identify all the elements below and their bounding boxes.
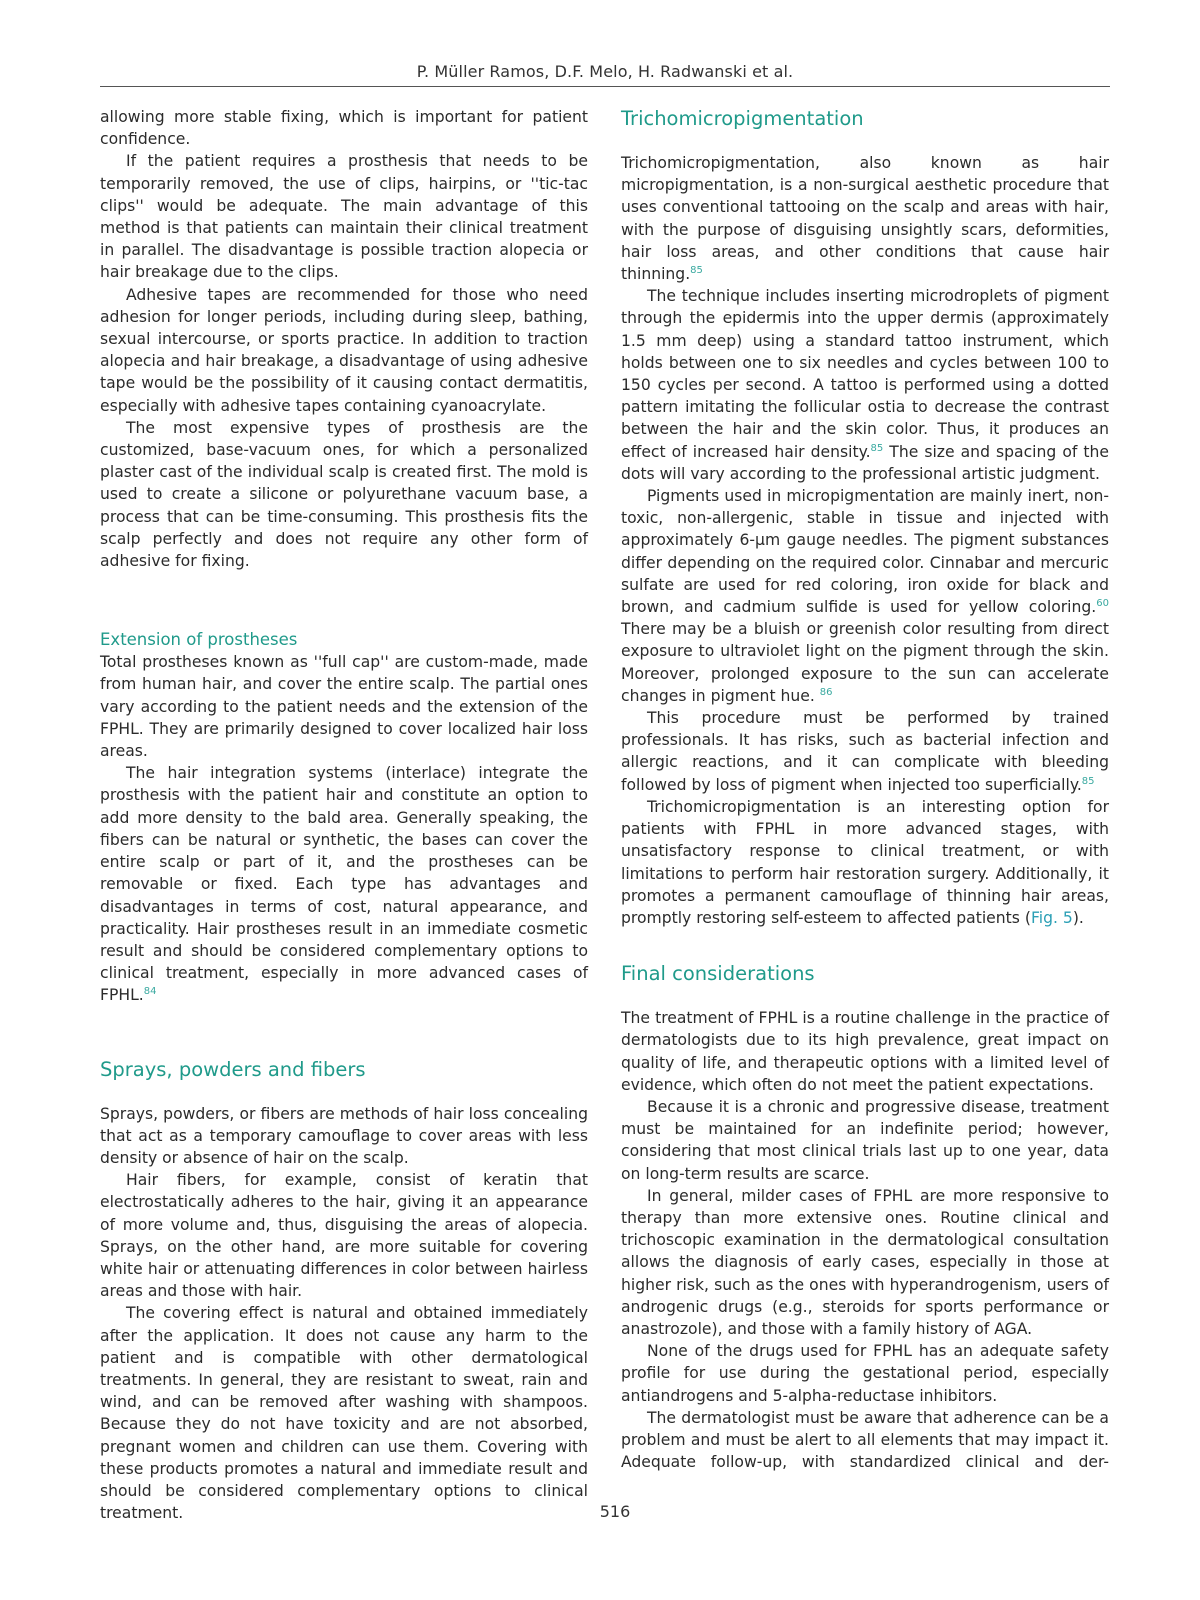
paragraph — [621, 152, 1109, 285]
paragraph — [621, 485, 1109, 707]
paragraph-text: The size and spacing of the dots will vary according to the professional artistic judgment. — [621, 442, 1109, 483]
paragraph: Hair fibers, for example, consist of keratin that electrostatically adheres to the hair, giving it an appearance of more volume and, thus, disguising the areas of alopecia. Sprays, on the other hand, are more suitable for covering white hair or attenuating differences in color between hairless areas and those with hair. — [100, 1171, 588, 1301]
page-number: 516 — [599, 1502, 631, 1521]
section-heading-sprays-powders-fibers: Sprays, powders and fibers — [100, 1057, 366, 1081]
citation-ref[interactable]: 84 — [143, 986, 157, 998]
paragraph-text: ). — [1072, 908, 1084, 927]
paragraph: None of the drugs used for FPHL has an adequate safety profile for use during the gestational period, especially antiandrogens and 5-alpha-reductase inhibitors. — [621, 1342, 1109, 1405]
section-heading-extension-of-prostheses: Extension of prostheses — [100, 630, 298, 650]
citation-ref[interactable]: 60 — [1096, 598, 1109, 610]
figure-link[interactable]: Fig. 5 — [1030, 908, 1073, 927]
paragraph-text: This procedure must be performed by trained professionals. It has risks, such as bacterial infection and allergic reactions, and it can complicate with bleeding followed by loss of pigment when injected too superficially. — [621, 709, 1109, 794]
paragraph — [621, 707, 1109, 796]
citation-ref[interactable]: 85 — [870, 442, 884, 454]
paragraph-text: The hair integration systems (interlace) integrate the prosthesis with the patient hair and constitute an option to add more density to the bald area. Generally speaking, the fibers can be natural or synthetic, the bases can cover the entire scalp or part of it, and the prostheses can be removable or fixed. Each type has advantages and disadvantages in terms of cost, natural appearance, and practicality. Hair prostheses result in an immediate cosmetic result and should be considered complementary options to clinical treatment, especially in more advanced cases of FPHL. — [100, 764, 588, 1005]
header-rule — [100, 86, 1110, 87]
section-heading-trichomicropigmentation: Trichomicropigmentation — [621, 107, 864, 130]
paragraph — [100, 762, 588, 1006]
citation-ref[interactable]: 86 — [819, 686, 833, 698]
paragraph: If the patient requires a prosthesis that needs to be temporarily removed, the use of clips, hairpins, or ''tic-tac clips'' would be adequate. The main advantage of this method is that patients can maintain their clinical treatment in parallel. The disadvantage is possible traction alopecia or hair breakage due to the clips. — [100, 152, 588, 282]
right-column — [621, 106, 1109, 1473]
paragraph — [621, 285, 1109, 485]
paragraph: The dermatologist must be aware that adherence can be a problem and must be alert to all elements that may impact it. Adequate follow-up, with standardized clinical and der- — [621, 1408, 1109, 1472]
left-column — [100, 106, 588, 1524]
paragraph: The treatment of FPHL is a routine challenge in the practice of dermatologists due to its high prevalence, great impact on quality of life, and therapeutic options with a limited level of evidence, which often do not meet the patient expectations. — [621, 1009, 1109, 1094]
paragraph: Adhesive tapes are recommended for those who need adhesion for longer periods, including during sleep, bathing, sexual intercourse, or sports practice. In addition to traction alopecia and hair breakage, a disadvantage of using adhesive tape would be the possibility of it causing contact dermatitis, especially with adhesive tapes containing cyanoacrylate. — [100, 285, 588, 415]
paragraph: The most expensive types of prosthesis are the customized, base-vacuum ones, for which a personalized plaster cast of the individual scalp is created first. The mold is used to create a silicone or polyurethane vacuum base, a process that can be time-consuming. This prosthesis fits the scalp perfectly and does not require any other form of adhesive for fixing. — [100, 418, 588, 571]
paragraph-text: Pigments used in micropigmentation are mainly inert, non-toxic, non-allergenic, stable in tissue and injected with approximately 6-µm gauge needles. The pigment substances differ depending on the required color. Cinnabar and mercuric sulfate are used for red coloring, iron oxide for black and brown, and cadmium sulfide is used for yellow coloring. — [621, 487, 1109, 617]
paragraph-text: Trichomicropigmentation, also known as hair micropigmentation, is a non-surgical aesthetic procedure that uses conventional tattooing on the scalp and areas with hair, with the purpose of disguising unsightly scars, deformities, hair loss areas, and other conditions that cause hair thinning. — [621, 154, 1109, 284]
citation-ref[interactable]: 85 — [1081, 775, 1095, 787]
paragraph-text: The technique includes inserting microdroplets of pigment through the epidermis into the upper dermis (approximately 1.5 mm deep) using a standard tattoo instrument, which holds between one to six needles and cycles between 100 to 150 cycles per second. A tattoo is performed using a dotted pattern imitating the follicular ostia to decrease the contrast between the hair and the skin color. Thus, it produces an effect of increased hair density. — [621, 287, 1109, 461]
section-heading-final-considerations: Final considerations — [621, 962, 815, 986]
paragraph — [621, 796, 1109, 929]
paragraph: The covering effect is natural and obtained immediately after the application. It does not cause any harm to the patient and is compatible with other dermatological treatments. In general, they are resistant to sweat, rain and wind, and can be removed after washing with shampoos. Because they do not have toxicity and are not absorbed, pregnant women and children can use them. Covering with these products promotes a natural and immediate result and should be considered complementary options to clinical treatment. — [100, 1304, 588, 1523]
paragraph: Sprays, powders, or fibers are methods of hair loss concealing that act as a temporary camouflage to cover areas with less density or absence of hair on the scalp. — [100, 1104, 588, 1167]
paragraph: In general, milder cases of FPHL are more responsive to therapy than more extensive ones. Routine clinical and trichoscopic examination in the dermatological consultation allows the diagnosis of early cases, especially in those at higher risk, such as the ones with hyperandrogenism, users of androgenic drugs (e.g., steroids for sports performance or anastrozole), and those with a family history of AGA. — [621, 1186, 1109, 1338]
paragraph-text: There may be a bluish or greenish color resulting from direct exposure to ultraviolet light on the pigment through the skin. Moreover, prolonged exposure to the sun can accelerate changes in pigment hue. — [621, 620, 1109, 705]
citation-ref[interactable]: 85 — [690, 265, 703, 277]
paragraph: Total prostheses known as ''full cap'' are custom-made, made from human hair, and cover the entire scalp. The partial ones vary according to the patient needs and the extension of the FPHL. They are primarily designed to cover localized hair loss areas. — [100, 653, 588, 761]
paragraph: allowing more stable fixing, which is important for patient confidence. — [100, 108, 588, 149]
paragraph: Because it is a chronic and progressive disease, treatment must be maintained for an indefinite period; however, considering that most clinical trials last up to one year, data on long-term results are scarce. — [621, 1097, 1109, 1183]
running-head-authors: P. Müller Ramos, D.F. Melo, H. Radwanski et al. — [416, 62, 794, 81]
paragraph-text: Trichomicropigmentation is an interesting option for patients with FPHL in more advanced stages, with unsatisfactory response to clinical treatment, or with limitations to perform hair restoration surgery. Additionally, it promotes a permanent camouflage of thinning hair areas, promptly restoring self-esteem to affected patients ( — [621, 797, 1109, 927]
